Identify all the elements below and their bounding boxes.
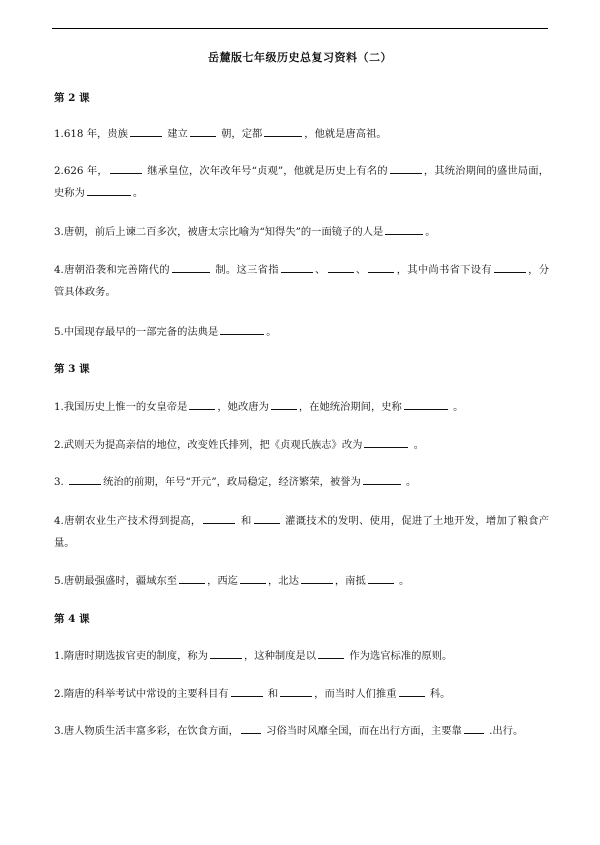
question-text: ，西迄 (207, 575, 238, 587)
lesson-3-heading: 第 3 课 (54, 363, 90, 375)
lesson-3-question-4 (54, 510, 549, 554)
question-text: 3.唐人物质生活丰富多彩，在饮食方面， (54, 725, 239, 737)
document-title: 岳麓版七年级历史总复习资料（二） (208, 51, 392, 64)
question-text: 2.隋唐的科举考试中常设的主要科目有 (54, 688, 229, 700)
answer-blank (318, 648, 344, 659)
answer-blank (240, 573, 266, 584)
question-text: ，北达 (267, 575, 299, 587)
answer-blank (464, 723, 484, 734)
answer-blank (203, 513, 235, 524)
answer-blank (231, 686, 263, 697)
question-text: 2.626 年， (54, 165, 108, 177)
answer-blank (264, 126, 302, 137)
question-text: 。 (399, 575, 410, 587)
question-text: 习俗当时风靡全国，而在出行方面，主要靠 (266, 725, 462, 737)
answer-blank (280, 686, 312, 697)
question-text: ，其中尚书省下设有 (396, 264, 492, 276)
lesson-3-question-3 (54, 471, 549, 493)
answer-blank (328, 262, 354, 273)
question-text: ，而当时人们推重 (314, 688, 397, 700)
question-text: 。 (266, 326, 277, 338)
question-text: 4.唐朝农业生产技术得到提高， (54, 515, 202, 527)
question-text: ，他就是唐高祖。 (304, 128, 387, 140)
answer-blank (179, 573, 205, 584)
answer-blank (404, 399, 448, 410)
answer-blank (190, 126, 216, 137)
question-text: 2.武则天为提高亲信的地位，改变姓氏排列，把《贞观氏族志》改为 (54, 439, 363, 451)
question-text: 3.唐朝，前后上谏二百多次，被唐太宗比喻为“知得失”的一面镜子的人是 (54, 226, 384, 238)
question-text: 3. (54, 476, 64, 488)
lesson-4-question-1 (54, 645, 549, 667)
question-text: 5.中国现存最早的一部完备的法典是 (54, 326, 219, 338)
answer-blank (210, 648, 242, 659)
answer-blank (254, 513, 280, 524)
question-text: 1.618 年，贵族 (54, 128, 128, 140)
lesson-4-heading: 第 4 课 (54, 613, 90, 625)
question-text: 1.隋唐时期选拔官吏的制度，称为 (54, 650, 208, 662)
question-text: 4.唐朝沿袭和完善隋代的 (54, 264, 170, 276)
question-text: 灌溉技术的发明、使用，促进了土地开发，增加了粮食产量。 (54, 515, 550, 549)
question-text: 、 (314, 264, 326, 276)
header-rule (52, 28, 548, 29)
question-text: 作为选官标准的原则。 (349, 650, 453, 662)
answer-blank (399, 686, 425, 697)
answer-blank (494, 262, 526, 273)
answer-blank (364, 437, 408, 448)
question-text: 和 (241, 515, 252, 527)
lesson-3-question-2 (54, 434, 549, 456)
answer-blank (130, 126, 162, 137)
question-text: 、 (355, 264, 367, 276)
lesson-2-question-3 (54, 221, 549, 243)
lesson-4-question-3 (54, 720, 549, 742)
answer-blank (69, 474, 101, 485)
answer-blank (390, 163, 422, 174)
question-text: ，这种制度是以 (243, 650, 317, 662)
answer-blank (301, 573, 333, 584)
question-text: 制。这三省指 (215, 264, 279, 276)
answer-blank (241, 723, 261, 734)
question-text: ，在她统治期间，史称 (298, 401, 402, 413)
question-text: 。 (132, 187, 144, 199)
question-text: 1.我国历史上惟一的女皇帝是 (54, 401, 188, 413)
question-text: 。 (413, 439, 425, 451)
question-text: 5.唐朝最强盛时，疆域东至 (54, 575, 178, 587)
answer-blank (110, 163, 142, 174)
question-text: 朝，定都 (221, 128, 263, 140)
answer-blank (87, 185, 131, 196)
lesson-4-question-2 (54, 683, 549, 705)
answer-blank (368, 573, 394, 584)
question-text: 。 (453, 401, 464, 413)
lesson-2-question-4 (54, 259, 549, 303)
answer-blank (271, 399, 297, 410)
question-text: 继承皇位，次年改年号“贞观”，他就是历史上有名的 (147, 165, 388, 177)
answer-blank (368, 262, 394, 273)
lesson-2-question-1 (54, 123, 549, 145)
question-text: ，分管具体政务。 (54, 264, 549, 298)
answer-blank (220, 324, 264, 335)
question-text: .出行。 (489, 725, 524, 737)
lesson-3-question-1 (54, 396, 549, 418)
answer-blank (189, 399, 215, 410)
question-text: 建立 (167, 128, 188, 140)
answer-blank (172, 262, 210, 273)
question-text: ，其统治期间的盛世局面，史称为 (54, 165, 549, 199)
lesson-2-heading: 第 2 课 (54, 92, 90, 104)
question-text: ，她改唐为 (217, 401, 269, 413)
answer-blank (363, 474, 401, 485)
lesson-2-question-2 (54, 160, 549, 204)
question-text: ，南抵 (334, 575, 366, 587)
question-text: 统治的前期，年号“开元”，政局稳定，经济繁荣，被誉为 (103, 476, 361, 488)
question-text: 。 (406, 476, 417, 488)
question-text: 科。 (429, 688, 451, 700)
lesson-2-question-5 (54, 321, 549, 343)
answer-blank (281, 262, 313, 273)
question-text: 和 (267, 688, 279, 700)
answer-blank (385, 224, 423, 235)
question-text: 。 (425, 226, 436, 238)
lesson-3-question-5 (54, 570, 549, 592)
